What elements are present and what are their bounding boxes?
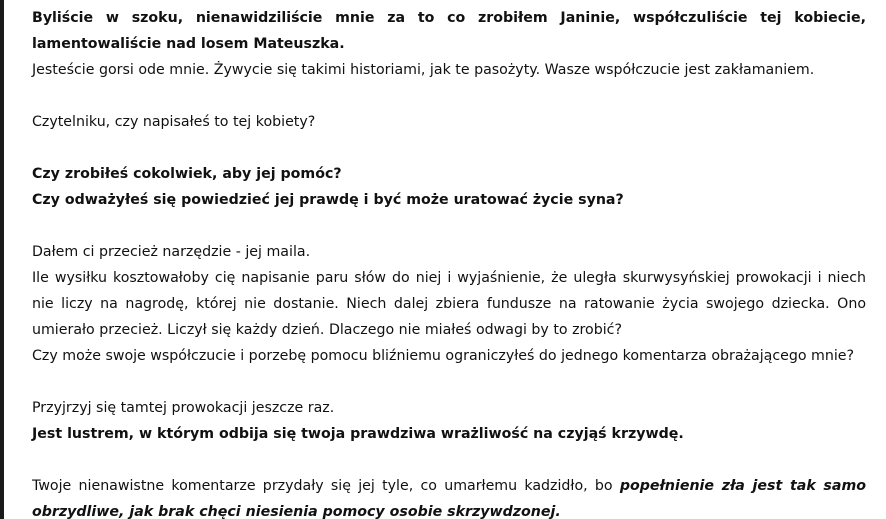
paragraph-6: Dałem ci przecież narzędzie - jej maila. <box>32 244 311 260</box>
spacer <box>32 369 866 395</box>
spacer <box>32 213 866 239</box>
paragraph-10: Jest lustrem, w którym odbija się twoja prawdziwa wrażliwość na czyjąś krzywdę. <box>32 426 684 442</box>
paragraph-11-plain: Twoje nienawistne komentarze przydały się jej tyle, co umarłemu kadzidło, bo <box>32 478 620 494</box>
paragraph-2: Jesteście gorsi ode mnie. Żywycie się takimi historiami, jak te pasożyty. Wasze współczucie jest zakłamaniem. <box>32 62 815 78</box>
paragraph-4: Czy zrobiłeś cokolwiek, aby jej pomóc? <box>32 166 342 182</box>
left-border <box>0 0 4 519</box>
paragraph-8: Czy może swoje współczucie i porzebę pomocu bliźniemu ograniczyłeś do jednego komentarza obrażającego mnie? <box>32 348 855 364</box>
spacer <box>32 135 866 161</box>
paragraph-1: Byliście w szoku, nienawidziliście mnie za to co zrobiłem Janinie, współczuliście tej kobiecie, lamentowaliście nad losem Mateuszka. <box>32 10 866 52</box>
spacer <box>32 447 866 473</box>
spacer <box>32 83 866 109</box>
paragraph-5: Czy odważyłeś się powiedzieć jej prawdę i być może uratować życie syna? <box>32 192 624 208</box>
paragraph-11 <box>32 473 866 519</box>
paragraph-3: Czytelniku, czy napisałeś to tej kobiety? <box>32 114 316 130</box>
paragraph-7: Ile wysiłku kosztowałoby cię napisanie paru słów do niej i wyjaśnienie, że uległa skurwysyńskiej prowokacji i niech nie liczy na nagrodę, której nie dostanie. Niech dalej zbiera fundusze na ratowanie życia swojego dziecka. Ono umierało przecież. Liczył się każdy dzień. Dlaczego nie miałeś odwagi by to zrobić? <box>32 270 866 338</box>
paragraph-11-emphasis: popełnienie zła jest tak samo obrzydliwe, jak brak chęci niesienia pomocy osobie skrzywdzonej. <box>32 478 866 519</box>
paragraph-9: Przyjrzyj się tamtej prowokacji jeszcze raz. <box>32 400 335 416</box>
